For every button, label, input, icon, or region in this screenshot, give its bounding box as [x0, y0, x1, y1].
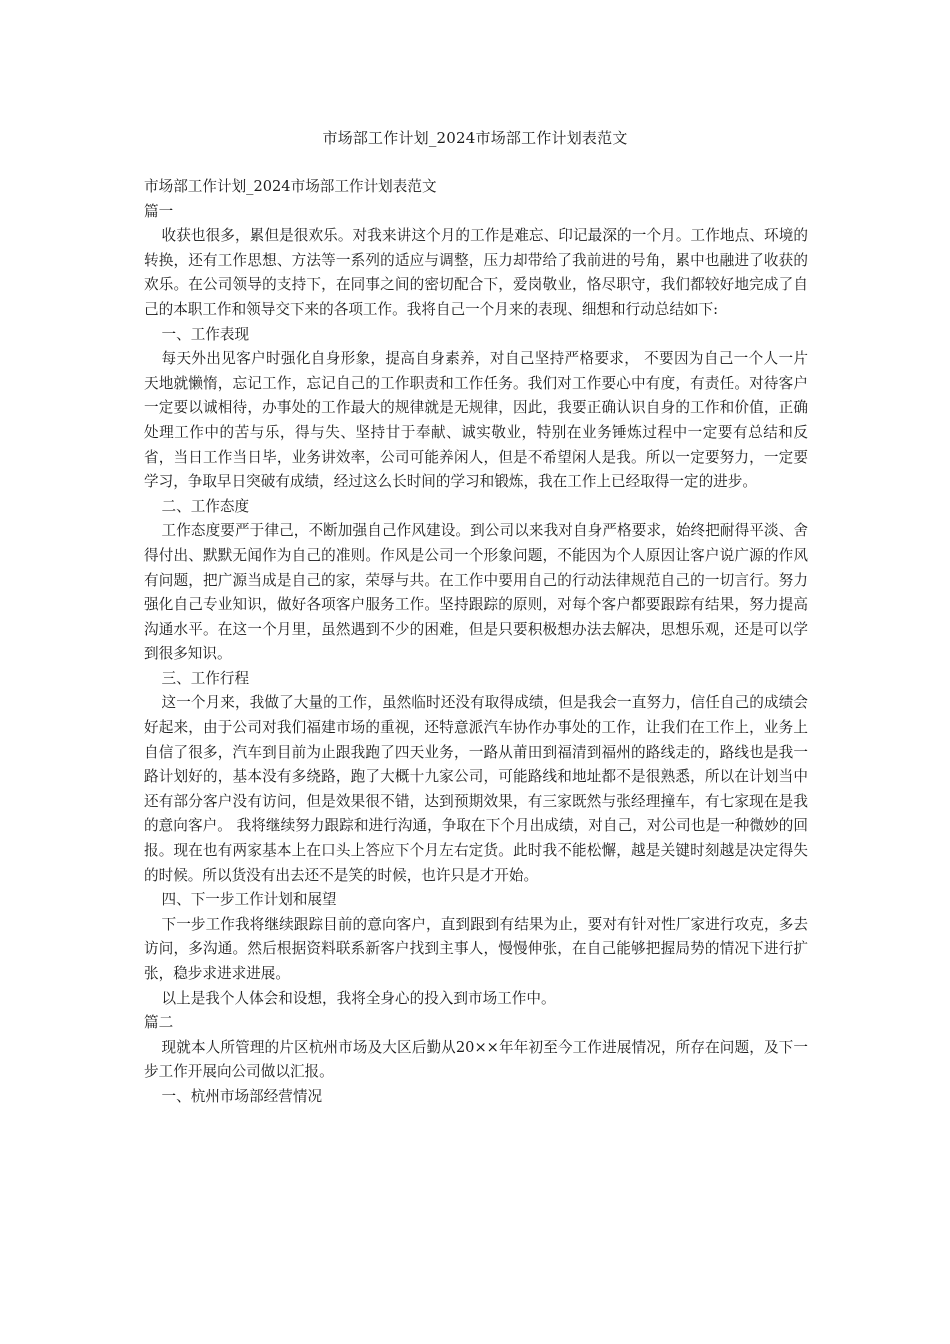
- intro-paragraph: 收获也很多，累但是很欢乐。对我来讲这个月的工作是难忘、印记最深的一个月。工作地点、环境的转换，还有工作思想、方法等一系列的适应与调整，压力却带给了我前进的号角，累中也融进了收获的欢乐。在公司领导的支持下，在同事之间的密切配合下，爱岗敬业，恪尽职守，我们都较好地完成了自己的本职工作和领导交下来的各项工作。我将自己一个月来的表现、细想和行动总结如下:: [144, 227, 808, 318]
- section-heading-work-itinerary: 三、工作行程: [161, 669, 250, 687]
- closing-paragraph: 以上是我个人体会和设想，我将全身心的投入到市场工作中。: [161, 989, 556, 1007]
- part-one-label: 篇一: [144, 202, 174, 220]
- next-plan-paragraph: 下一步工作我将继续跟踪目前的意向客户，直到跟到有结果为止，要对有针对性厂家进行攻克，多去访问，多沟通。然后根据资料联系新客户找到主事人，慢慢伸张，在自己能够把握局势的情况下进行扩张，稳步求进求进展。: [144, 915, 808, 982]
- section-heading-next-plan: 四、下一步工作计划和展望: [161, 891, 337, 909]
- part-two-label: 篇二: [144, 1014, 174, 1032]
- section-heading-hangzhou-operations: 一、杭州市场部经营情况: [161, 1087, 323, 1105]
- work-itinerary-paragraph: 这一个月来，我做了大量的工作，虽然临时还没有取得成绩，但是我会一直努力，信任自己的成绩会好起来，由于公司对我们福建市场的重视，还特意派汽车协作办事处的工作，让我们在工作上，业务上自信了很多，汽车到目前为止跟我跑了四天业务，一路从莆田到福清到福州的路线走的，路线也是我一路计划好的，基本没有多绕路，跑了大概十九家公司，可能路线和地址都不是很熟悉，所以在计划当中还有部分客户没有访问，但是效果很不错，达到预期效果，有三家既然与张经理撞车，有七家现在是我的意向客户。 我将继续努力跟踪和进行沟通，争取在下个月出成绩，对自己，对公司也是一种微妙的回报。现在也有两家基本上在口头上答应下个月左右定货。此时我不能松懈，越是关键时刻越是决定得失的时候。所以货没有出去还不是笑的时候，也许只是才开始。: [144, 694, 808, 884]
- report-intro-paragraph: 现就本人所管理的片区杭州市场及大区后勤从20××年年初至今工作进展情况，所存在问题，及下一步工作开展向公司做以汇报。: [144, 1038, 808, 1081]
- work-attitude-paragraph: 工作态度要严于律己，不断加强自己作风建设。到公司以来我对自身严格要求，始终把耐得平淡、舍得付出、默默无闻作为自己的准则。作风是公司一个形象问题，不能因为个人原因让客户说广源的作风有问题，把广源当成是自己的家，荣辱与共。在工作中要用自己的行动法律规范自己的一切言行。努力强化自己专业知识，做好各项客户服务工作。坚持跟踪的原则，对每个客户都要跟踪有结果，努力提高沟通水平。在这一个月里，虽然遇到不少的困难，但是只要积极想办法去解决，思想乐观，还是可以学到很多知识。: [144, 522, 808, 663]
- section-heading-work-performance: 一、工作表现: [161, 325, 250, 343]
- document-subtitle: 市场部工作计划_2024市场部工作计划表范文: [144, 178, 437, 195]
- work-performance-paragraph: 每天外出见客户时强化自身形象，提高自身素养，对自己坚持严格要求， 不要因为自己一个人一片天地就懒惰，忘记工作，忘记自己的工作职责和工作任务。我们对工作要心中有度，有责任。对待客户一定要以诚相待，办事处的工作最大的规律就是无规律，因此，我要正确认识自身的工作和价值，正确处理工作中的苦与乐，得与失、坚持甘于奉献、诚实敬业，特别在业务锤炼过程中一定要有总结和反省，当日工作当日毕，业务讲效率，公司可能养闲人，但是不希望闲人是我。所以一定要努力，一定要学习，争取早日突破有成绩，经过这么长时间的学习和锻炼，我在工作上已经取得一定的进步。: [144, 350, 808, 491]
- document-body: [144, 175, 808, 1110]
- section-heading-work-attitude: 二、工作态度: [161, 497, 250, 515]
- document-title: 市场部工作计划_2024市场部工作计划表范文: [322, 129, 628, 147]
